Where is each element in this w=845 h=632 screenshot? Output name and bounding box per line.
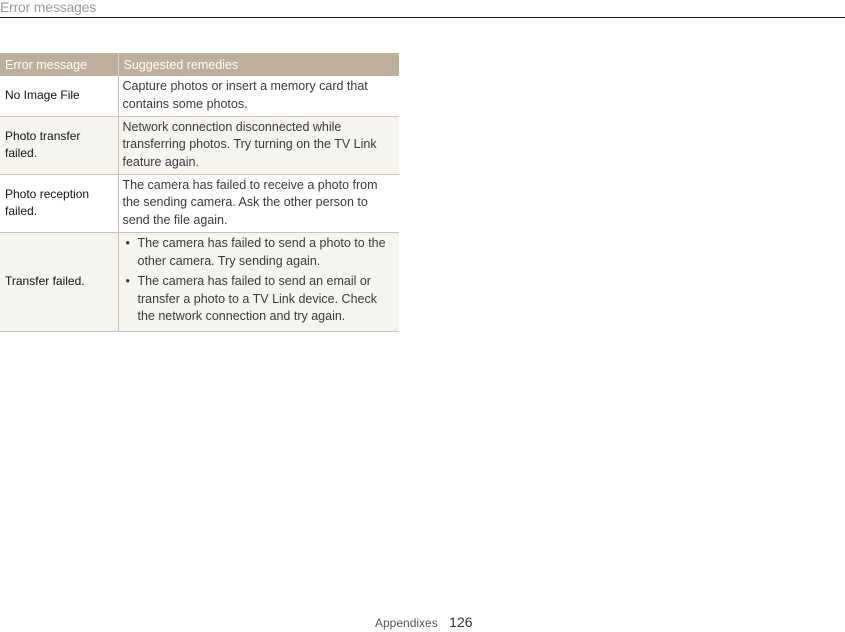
remedy-bullet-item — [123, 235, 395, 270]
error-message-cell: Photo reception failed. — [0, 175, 118, 233]
bullet-icon: • — [125, 236, 130, 250]
table-row — [0, 76, 399, 117]
column-header-suggested-remedies: Suggested remedies — [118, 53, 399, 76]
footer-section-name: Appendixes — [375, 616, 438, 630]
bullet-icon: • — [125, 274, 130, 288]
page-title: Error messages — [0, 0, 97, 15]
remedy-bullet-list — [123, 235, 395, 326]
error-messages-table — [0, 53, 399, 332]
page-footer — [375, 614, 473, 632]
error-message-cell: Transfer failed. — [0, 233, 118, 332]
error-message-cell: No Image File — [0, 76, 118, 117]
remedy-bullet-item — [123, 273, 395, 326]
error-message-cell: Photo transfer failed. — [0, 117, 118, 175]
remedy-cell: Capture photos or insert a memory card that contains some photos. — [118, 76, 399, 117]
table-row — [0, 233, 399, 332]
table-header-row — [0, 53, 399, 76]
table-row — [0, 175, 399, 233]
table-row — [0, 117, 399, 175]
column-header-error-message: Error message — [0, 53, 118, 76]
page-header — [0, 0, 845, 18]
remedy-bullet-text: The camera has failed to send an email or transfer a photo to a TV Link device. Check the network connection and try again. — [137, 274, 377, 323]
remedy-cell: The camera has failed to receive a photo from the sending camera. Ask the other person to send the file again. — [118, 175, 399, 233]
remedy-cell — [118, 233, 399, 332]
remedy-cell: Network connection disconnected while transferring photos. Try turning on the TV Link feature again. — [118, 117, 399, 175]
remedy-bullet-text: The camera has failed to send a photo to the other camera. Try sending again. — [137, 236, 386, 268]
footer-page-number: 126 — [449, 614, 473, 630]
